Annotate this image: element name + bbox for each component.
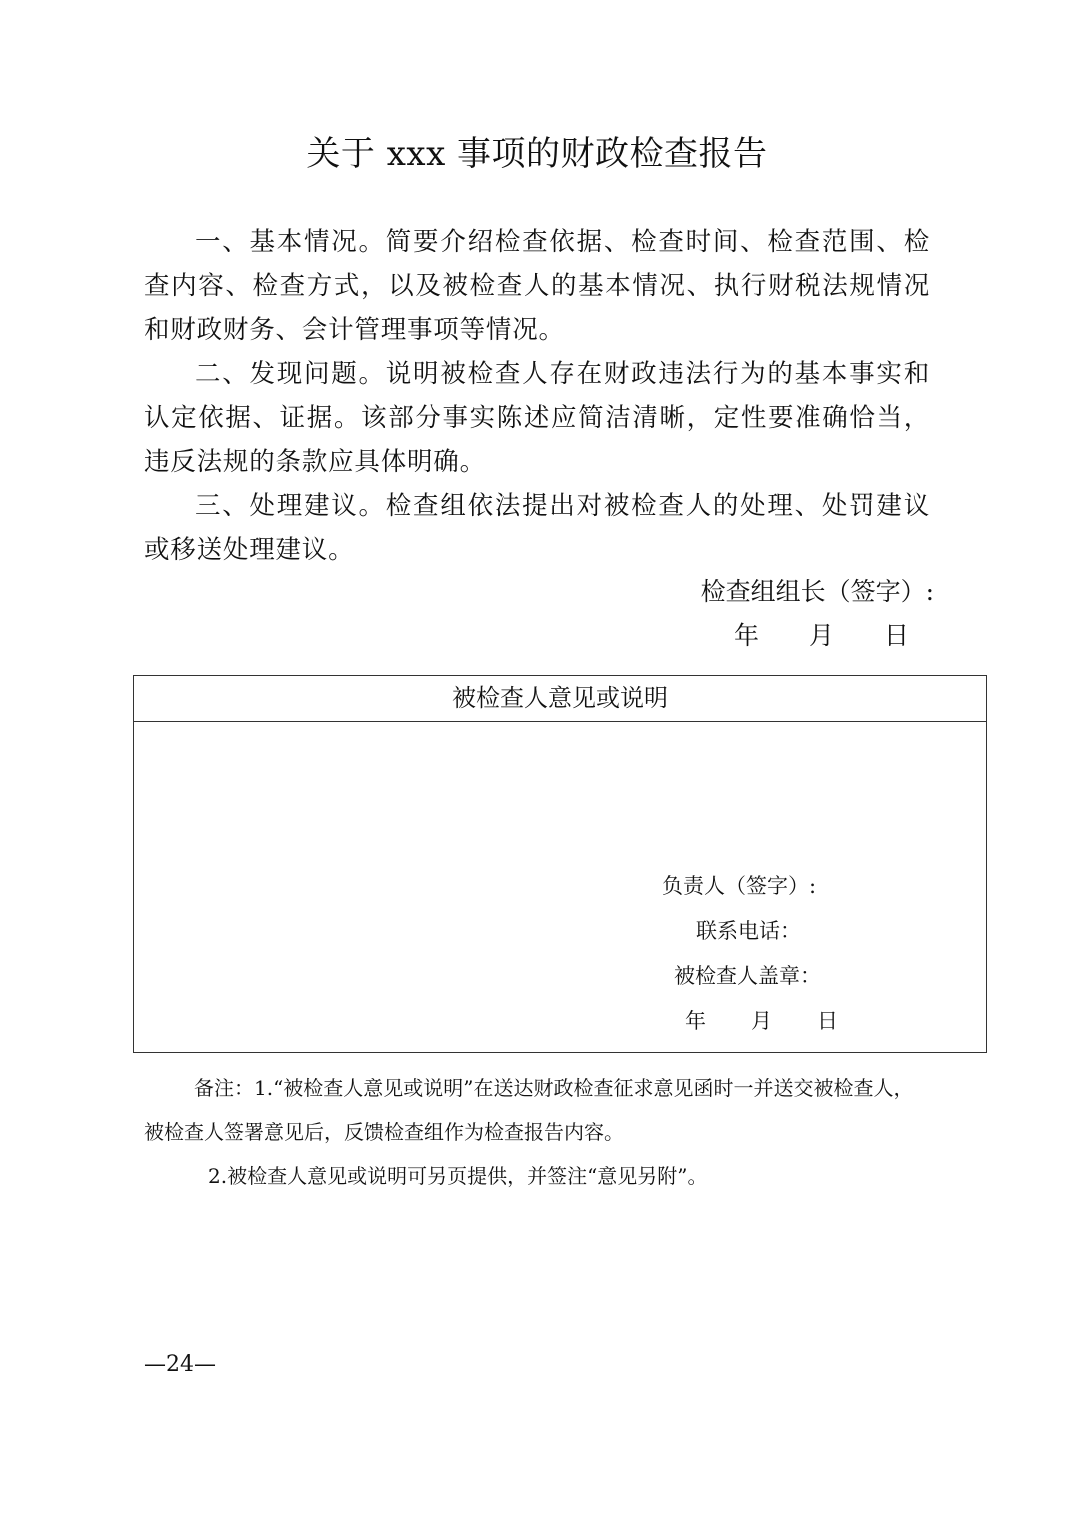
remark-2: 2.被检查人意见或说明可另页提供，并签注“意见另附”。 <box>208 1164 708 1188</box>
report-body <box>144 220 930 572</box>
opinion-box-header: 被检查人意见或说明 <box>134 676 986 722</box>
paragraph-suggestions: 三、处理建议。检查组依法提出对被检查人的处理、处罚建议或移送处理建议。 <box>144 491 930 565</box>
date-year: 年 <box>734 621 760 650</box>
opinion-date-month: 月 <box>751 1009 772 1033</box>
paragraph-issues: 二、发现问题。说明被检查人存在财政违法行为的基本事实和认定依据、证据。该部分事实陈述应简洁清晰，定性要准确恰当，违反法规的条款应具体明确。 <box>144 359 930 477</box>
page-number: —24— <box>144 1352 216 1377</box>
signature-date <box>734 614 909 658</box>
opinion-box <box>133 675 987 1053</box>
date-day: 日 <box>884 621 910 650</box>
remarks <box>144 1066 930 1198</box>
date-month: 月 <box>809 621 835 650</box>
opinion-date-day: 日 <box>817 1009 838 1033</box>
seal-label: 被检查人盖章： <box>674 964 821 988</box>
page-title: 关于 xxx 事项的财政检查报告 <box>306 134 768 174</box>
contact-phone-label: 联系电话： <box>696 919 801 943</box>
leader-signature-label: 检查组组长（签字）: <box>700 577 934 606</box>
remark-1: 备注：1.“被检查人意见或说明”在送达财政检查征求意见函时一并送交被检查人，被检查人签署意见后，反馈检查组作为检查报告内容。 <box>144 1076 914 1144</box>
paragraph-basic-info: 一、基本情况。简要介绍检查依据、检查时间、检查范围、检查内容、检查方式，以及被检查人的基本情况、执行财税法规情况和财政财务、会计管理事项等情况。 <box>144 227 930 345</box>
responsible-signature-label: 负责人（签字）: <box>662 874 817 898</box>
opinion-date-year: 年 <box>685 1009 706 1033</box>
opinion-date <box>685 1006 838 1036</box>
